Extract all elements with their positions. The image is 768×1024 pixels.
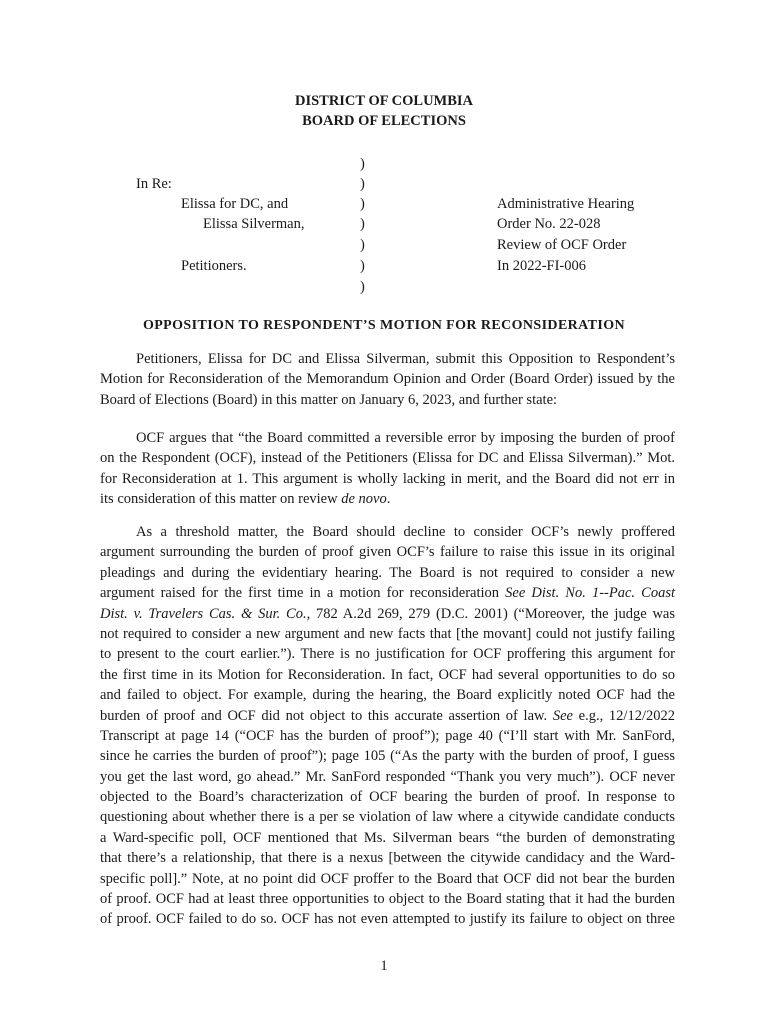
text-line: objected to the Board’s characterization of OCF bearing the burden of proof. In response to	[100, 789, 675, 806]
text-line: not required to consider a new argument and new facts that [the movant] could not justify failing	[100, 625, 675, 642]
caption-order-number: Order No. 22-028	[497, 216, 601, 232]
text-line	[100, 583, 675, 603]
paragraph-1	[100, 349, 675, 410]
caption-case-number: In 2022-FI-006	[497, 258, 587, 274]
text-line: Petitioners, Elissa for DC and Elissa Silverman, submit this Opposition to Respondent’s	[136, 351, 675, 367]
caption-in-re: In Re:	[136, 176, 172, 192]
document-title: OPPOSITION TO RESPONDENT’S MOTION FOR RECONSIDERATION	[142, 318, 626, 333]
caption-party-1: Elissa for DC, and	[181, 196, 289, 212]
caption-hearing-type: Administrative Hearing	[497, 196, 635, 212]
caption-paren: )	[360, 196, 365, 212]
text-segment: its consideration of this matter on review	[100, 491, 342, 508]
caption-paren: )	[360, 216, 365, 232]
text-line: As a threshold matter, the Board should decline to consider OCF’s newly proffered	[136, 524, 675, 540]
text-line	[100, 604, 675, 624]
text-line	[100, 706, 675, 726]
text-line: OCF argues that “the Board committed a reversible error by imposing the burden of proof	[136, 430, 675, 446]
header-board: BOARD OF ELECTIONS	[302, 113, 466, 129]
caption-party-2: Elissa Silverman,	[203, 216, 305, 232]
text-line: of proof. OCF had at least three opportunities to object to the Board stating that it had the burden	[100, 891, 675, 908]
paragraph-3	[100, 522, 675, 930]
text-line: on the Respondent (OCF), instead of the Petitioners (Elissa for DC and Elissa Silverman).” Mot.	[100, 450, 675, 467]
text-segment: .	[386, 491, 391, 508]
text-line: of proof. OCF failed to do so. OCF has not even attempted to justify its failure to object on three	[100, 911, 675, 928]
page-number: 1	[380, 958, 388, 974]
header-jurisdiction: DISTRICT OF COLUMBIA	[294, 93, 474, 109]
caption-paren: )	[360, 258, 365, 274]
text-line: for Reconsideration at 1. This argument is wholly lacking in merit, and the Board did not err in	[100, 470, 675, 487]
text-line: Board of Elections (Board) in this matter on January 6, 2023, and further state:	[100, 391, 558, 408]
caption-paren: )	[360, 237, 365, 253]
text-line: since he carries the burden of proof”); page 105 (“As the party with the burden of proof, I guess	[100, 748, 675, 765]
text-line: a Ward-specific poll, OCF mentioned that Ms. Silverman bears “the burden of demonstrating	[100, 829, 675, 846]
text-line: that there’s a relationship, that there is a nexus [between the citywide candidacy and the Ward-	[100, 850, 675, 867]
text-line: questioning about whether there is a per se violation of law where a citywide candidate conducts	[100, 809, 675, 826]
caption-paren: )	[360, 176, 365, 192]
text-line: Motion for Reconsideration of the Memorandum Opinion and Order (Board Order) issued by the	[100, 371, 675, 388]
text-segment: burden of proof and OCF did not object to this accurate assertion of law.	[100, 707, 553, 724]
caption-role: Petitioners.	[181, 258, 247, 274]
text-line: Transcript at page 14 (“OCF has the burden of proof”); page 40 (“I’ll start with Mr. SanFord,	[100, 727, 675, 744]
text-line	[100, 489, 675, 509]
paragraph-2	[100, 428, 675, 510]
text-line: specific poll].” Note, at no point did OCF proffer to the Board that OCF did not bear the burden	[100, 870, 675, 887]
text-segment: argument raised for the first time in a motion for reconsideration	[100, 585, 506, 602]
text-line: argument surrounding the burden of proof given OCF’s failure to raise this issue in its original	[100, 544, 675, 561]
text-line: and failed to object. For example, during the hearing, the Board explicitly noted OCF had the	[100, 687, 675, 704]
caption-review-of: Review of OCF Order	[497, 237, 627, 253]
text-segment: e.g., 12/12/2022	[572, 707, 675, 724]
signal-italic: See	[552, 707, 573, 724]
citation-italic: See Dist. No. 1--Pac. Coast	[505, 585, 675, 602]
citation-italic: Dist. v. Travelers Cas. & Sur. Co.	[100, 605, 307, 622]
text-line: you get the last word, go ahead.” Mr. SanFord responded “Thank you very much”). OCF never	[100, 768, 675, 785]
text-line: pleadings and during the evidentiary hearing. The Board is not required to consider a new	[100, 564, 675, 581]
caption-paren: )	[360, 279, 365, 295]
text-line: to present to the court earlier.”). There is no justification for OCF proffering this argument for	[100, 646, 675, 663]
text-segment: , 782 A.2d 269, 279 (D.C. 2001) (“Moreover, the judge was	[306, 605, 675, 622]
italic-term: de novo	[341, 491, 387, 508]
text-line: the first time in its Motion for Reconsideration. In fact, OCF had several opportunities to do so	[100, 666, 675, 683]
caption-paren: )	[360, 156, 365, 172]
